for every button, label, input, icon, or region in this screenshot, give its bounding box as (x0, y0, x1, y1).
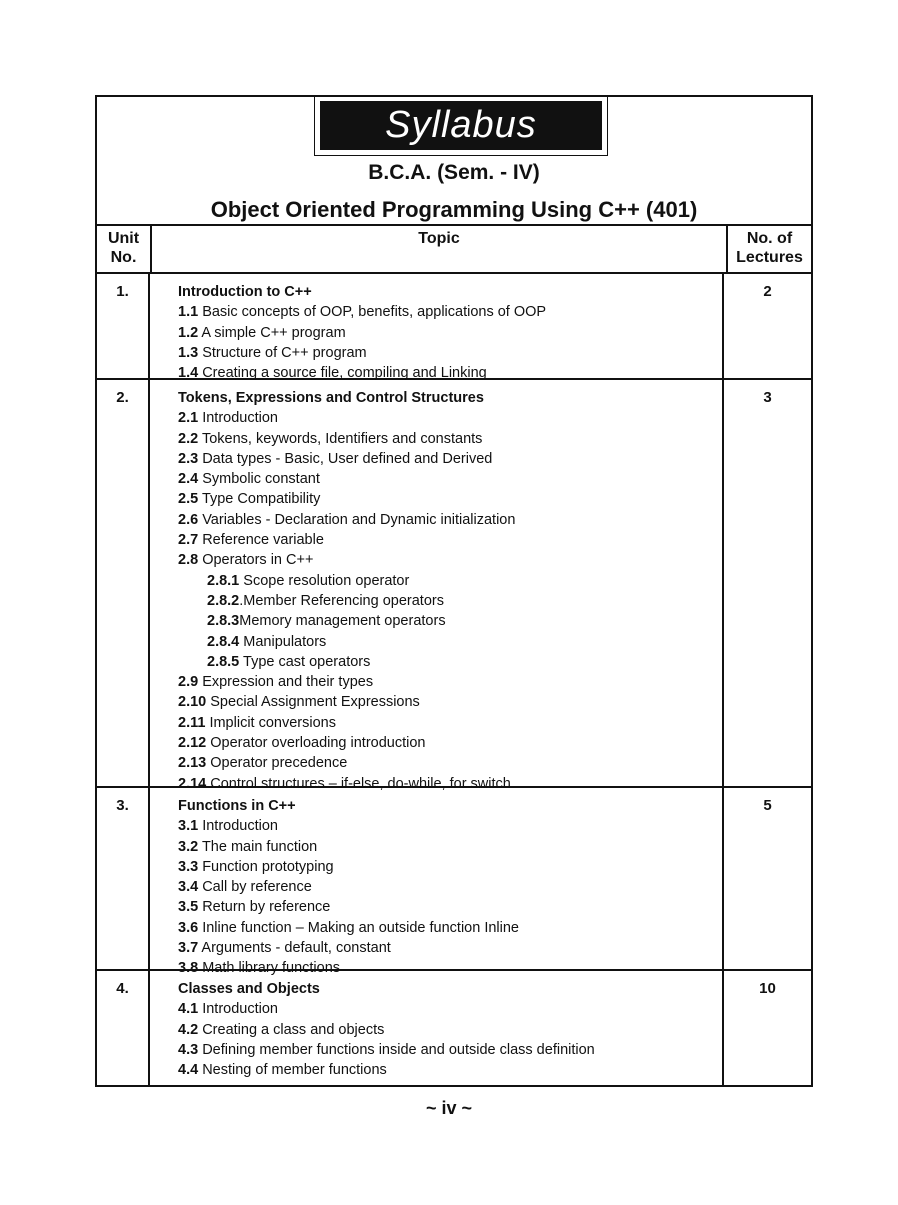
topic-number: 2.13 (178, 755, 207, 772)
topic-number: 3.1 (178, 818, 199, 835)
topic-number: 3.6 (178, 919, 199, 936)
topic-item (178, 302, 722, 322)
topic-number: 1.1 (178, 304, 199, 321)
header-topic: Topic (152, 226, 728, 272)
topic-item (178, 510, 722, 530)
topic-number: 2.9 (178, 674, 199, 691)
topic-number: 2.8.2 (207, 592, 240, 609)
topic-text: Operators in C++ (198, 552, 314, 569)
topic-text: Call by reference (198, 879, 312, 896)
lecture-count: 10 (759, 980, 776, 997)
topic-text: Arguments - default, constant (198, 940, 391, 957)
subtopic-item (178, 571, 722, 591)
syllabus-banner (314, 97, 608, 156)
subtopic-item (178, 632, 722, 652)
topic-number: 2.8.1 (207, 572, 240, 589)
topic-number: 4.4 (178, 1062, 199, 1079)
topic-text: Manipulators (239, 633, 327, 650)
unit-number: 2. (97, 380, 150, 786)
unit-number: 4. (97, 971, 150, 1087)
topic-text: Reference variable (198, 532, 324, 549)
topic-item (178, 672, 722, 692)
topic-item (178, 323, 722, 343)
table-header-row (97, 226, 811, 274)
topic-text: Defining member functions inside and outside class definition (198, 1041, 595, 1058)
unit-row (97, 788, 811, 977)
topic-number: 4.2 (178, 1021, 199, 1038)
topic-text: The main function (198, 838, 318, 855)
program-title: B.C.A. (Sem. - IV) (368, 161, 540, 184)
topic-number: 2.6 (178, 511, 199, 528)
topic-text: Operator overloading introduction (206, 735, 426, 752)
topic-text: Scope resolution operator (239, 572, 410, 589)
topic-text: Creating a class and objects (198, 1021, 385, 1038)
unit-topics (150, 971, 724, 1087)
topic-number: 2.8 (178, 552, 199, 569)
lecture-count: 5 (763, 797, 772, 814)
topic-number: 2.8.4 (207, 633, 240, 650)
topic-item (178, 469, 722, 489)
topic-text: Return by reference (198, 899, 331, 916)
topic-text: Type cast operators (239, 653, 371, 670)
topic-item (178, 692, 722, 712)
topic-text: Symbolic constant (198, 471, 320, 488)
header-unit-line2: No. (110, 249, 137, 266)
topic-item (178, 857, 722, 877)
lecture-count: 2 (763, 283, 772, 300)
topic-number: 1.4 (178, 365, 199, 382)
topic-number: 3.4 (178, 879, 199, 896)
lecture-count: 3 (763, 389, 772, 406)
topic-item (178, 343, 722, 363)
topic-number: 4.3 (178, 1041, 199, 1058)
unit-row (97, 274, 811, 380)
topic-number: 2.4 (178, 471, 199, 488)
topic-text: Math library functions (198, 960, 341, 977)
topic-item (178, 918, 722, 938)
unit-row (97, 971, 811, 1087)
topic-item (178, 530, 722, 550)
topic-number: 2.8.3 (207, 613, 240, 630)
unit-title: Tokens, Expressions and Control Structures (178, 390, 484, 406)
unit-title: Classes and Objects (178, 981, 320, 997)
topic-text: Special Assignment Expressions (206, 694, 420, 711)
syllabus-frame (95, 95, 813, 1087)
topic-item (178, 429, 722, 449)
topic-text: Implicit conversions (205, 714, 336, 731)
unit-topics (150, 788, 724, 977)
topic-text: Type Compatibility (198, 491, 321, 508)
topic-text: Operator precedence (206, 755, 348, 772)
unit-number: 1. (97, 274, 150, 378)
subtopic-item (178, 652, 722, 672)
topic-number: 2.8.5 (207, 653, 240, 670)
topic-item (178, 877, 722, 897)
page-number: ~ iv ~ (425, 1098, 473, 1118)
topic-text: A simple C++ program (198, 324, 346, 341)
topic-item (178, 999, 722, 1019)
topic-text: Introduction (198, 410, 278, 427)
topic-number: 2.11 (178, 714, 206, 731)
topic-item (178, 837, 722, 857)
topic-item (178, 408, 722, 428)
subject-title: Object Oriented Programming Using C++ (401) (210, 197, 698, 222)
topic-item (178, 1040, 722, 1060)
syllabus-table (97, 224, 811, 1087)
topic-number: 3.8 (178, 960, 199, 977)
topic-number: 2.3 (178, 450, 199, 467)
topic-text: Variables - Declaration and Dynamic initialization (198, 511, 516, 528)
topic-text: Introduction (198, 1001, 278, 1018)
topic-number: 2.12 (178, 735, 207, 752)
unit-topics (150, 274, 724, 382)
topic-item (178, 753, 722, 773)
topic-text: Nesting of member functions (198, 1062, 387, 1079)
syllabus-banner-title: Syllabus (320, 101, 602, 150)
header-unit-line1: Unit (107, 230, 140, 247)
topic-number: 1.3 (178, 344, 199, 361)
topic-item (178, 713, 722, 733)
unit-title: Introduction to C++ (178, 284, 312, 300)
topic-text: Introduction (198, 818, 278, 835)
topic-text: Data types - Basic, User defined and Derived (198, 450, 493, 467)
topic-number: 3.3 (178, 858, 199, 875)
topic-number: 2.7 (178, 532, 199, 549)
topic-number: 4.1 (178, 1001, 199, 1018)
topic-item (178, 449, 722, 469)
topic-number: 2.10 (178, 694, 207, 711)
topic-text: Function prototyping (198, 858, 334, 875)
topic-text: Memory management operators (239, 613, 446, 630)
topic-number: 2.5 (178, 491, 199, 508)
topic-text: Tokens, keywords, Identifiers and constants (198, 430, 483, 447)
header-lectures-line2: Lectures (736, 249, 803, 266)
unit-title: Functions in C++ (178, 798, 296, 814)
header-lectures-line1: No. of (746, 230, 793, 247)
topic-number: 1.2 (178, 324, 199, 341)
topic-text: .Member Referencing operators (239, 592, 444, 609)
header-lectures (728, 226, 811, 272)
topic-text: Structure of C++ program (198, 344, 367, 361)
topic-number: 2.14 (178, 775, 207, 792)
topic-item (178, 733, 722, 753)
subtopic-item (178, 591, 722, 611)
unit-number: 3. (97, 788, 150, 969)
unit-row (97, 380, 811, 792)
topic-text: Basic concepts of OOP, benefits, applications of OOP (198, 304, 547, 321)
topic-item (178, 816, 722, 836)
topic-number: 3.2 (178, 838, 199, 855)
topic-item (178, 489, 722, 509)
topic-item (178, 938, 722, 958)
header-unit-no (97, 226, 152, 272)
topic-item (178, 1060, 722, 1080)
topic-number: 3.7 (178, 940, 199, 957)
topic-number: 2.1 (178, 410, 199, 427)
topic-text: Control structures – if-else, do-while, for switch (206, 775, 511, 792)
topic-text: Inline function – Making an outside function Inline (198, 919, 519, 936)
topic-text: Creating a source file, compiling and Linking (198, 365, 487, 382)
topic-number: 3.5 (178, 899, 199, 916)
unit-topics (150, 380, 724, 792)
topic-item (178, 897, 722, 917)
topic-item (178, 1020, 722, 1040)
subtopic-item (178, 611, 722, 631)
topic-number: 2.2 (178, 430, 199, 447)
topic-item (178, 550, 722, 570)
topic-text: Expression and their types (198, 674, 374, 691)
